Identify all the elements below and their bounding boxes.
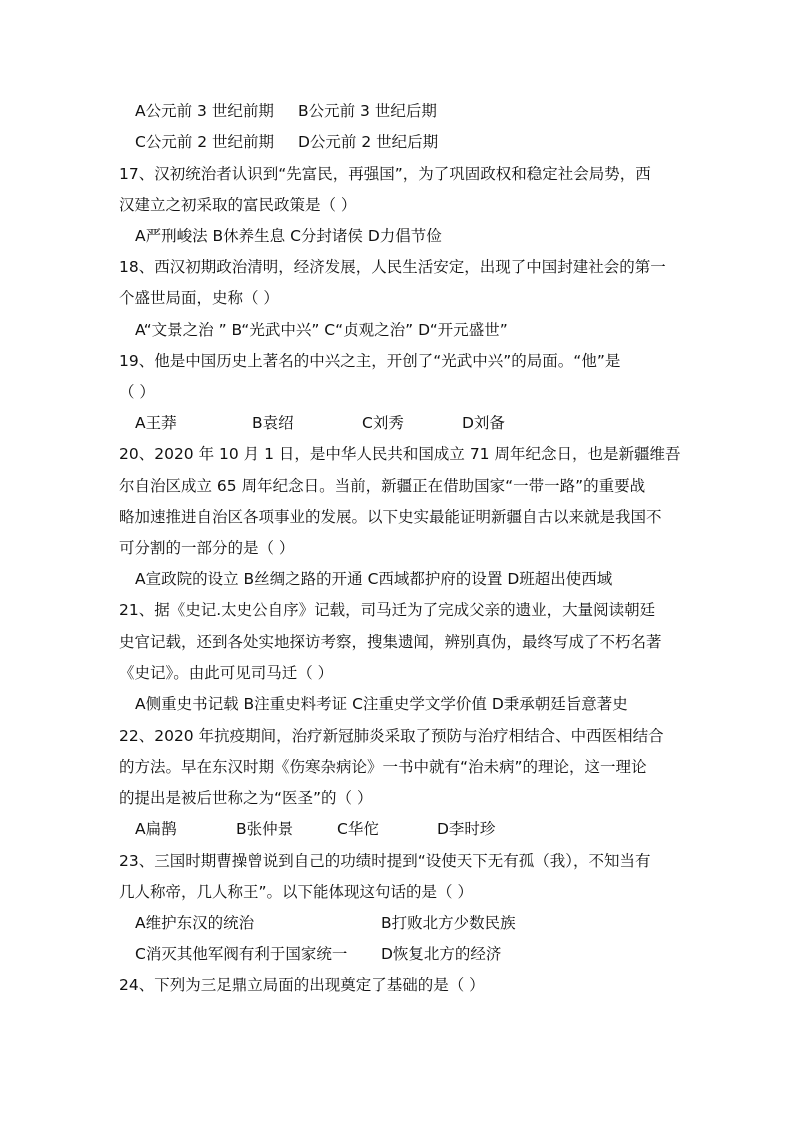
q19-option-c: C刘秀 <box>362 414 404 432</box>
q23-stem-line2: 几人称帝，几人称王”。以下能体现这句话的是（ ） <box>119 883 473 901</box>
q20-stem-line4: 可分割的一部分的是（ ） <box>119 539 295 557</box>
q19-stem-line1: 19、他是中国历史上著名的中兴之主，开创了“光武中兴”的局面。“他”是 <box>119 352 621 370</box>
q20-stem-line2: 尔自治区成立 65 周年纪念日。当前，新疆正在借助国家“一带一路”的重要战 <box>119 477 646 495</box>
q19-options <box>135 412 734 434</box>
q22-options <box>135 818 734 840</box>
q20-stem-line1: 20、2020 年 10 月 1 日，是中华人民共和国成立 71 周年纪念日，也是新疆维吾 <box>119 445 681 463</box>
q24-stem-line1: 24、下列为三足鼎立局面的出现奠定了基础的是（ ） <box>119 976 485 994</box>
q22-option-d: D李时珍 <box>437 820 496 838</box>
q21-stem-line2: 史官记载，还到各处实地探访考察，搜集遗闻，辨别真伪，最终写成了不朽名著 <box>119 633 662 651</box>
q16-option-b: B公元前 3 世纪后期 <box>298 102 437 120</box>
q19-option-a: A王莽 <box>135 414 177 432</box>
q23-options-row1 <box>135 912 734 934</box>
q21-stem-line3: 《史记》。由此可见司马迁（ ） <box>119 664 334 682</box>
q16-options-row1 <box>135 100 734 122</box>
q22-stem-line1: 22、2020 年抗疫期间，治疗新冠肺炎采取了预防与治疗相结合、中西医相结合 <box>119 727 664 745</box>
q20-stem-line3: 略加速推进自治区各项事业的发展。以下史实最能证明新疆自古以来就是我国不 <box>119 508 662 526</box>
q22-option-a: A扁鹊 <box>135 820 177 838</box>
q23-option-b: B打败北方少数民族 <box>381 914 516 932</box>
q21-stem-line1: 21、据《史记.太史公自序》记载，司马迁为了完成父亲的遗业，大量阅读朝廷 <box>119 601 656 619</box>
q23-option-a: A维护东汉的统治 <box>135 914 255 932</box>
q22-stem-line2: 的方法。早在东汉时期《伤寒杂病论》一书中就有“治未病”的理论，这一理论 <box>119 758 647 776</box>
q16-option-d: D公元前 2 世纪后期 <box>298 133 439 151</box>
q23-option-d: D恢复北方的经济 <box>381 945 502 963</box>
q16-options-row2 <box>135 131 734 153</box>
q18-stem-line2: 个盛世局面，史称（ ） <box>119 289 279 307</box>
q23-option-c: C消灭其他军阀有利于国家统一 <box>135 945 348 963</box>
q18-stem-line1: 18、西汉初期政治清明，经济发展，人民生活安定，出现了中国封建社会的第一 <box>119 258 666 276</box>
q22-option-b: B张仲景 <box>236 820 294 838</box>
q23-stem-line1: 23、三国时期曹操曾说到自己的功绩时提到“设使天下无有孤（我），不知当有 <box>119 852 651 870</box>
q19-stem-line2: （ ） <box>119 383 155 401</box>
q23-options-row2 <box>135 943 734 965</box>
q21-options: A侧重史书记载 B注重史料考证 C注重史学文学价值 D秉承朝廷旨意著史 <box>135 695 628 713</box>
q16-option-a: A公元前 3 世纪前期 <box>135 102 274 120</box>
q17-stem-line2: 汉建立之初采取的富民政策是（ ） <box>119 196 357 214</box>
q18-options: A“文景之治 ” B“光武中兴” C“贞观之治” D“开元盛世” <box>135 321 508 339</box>
q16-option-c: C公元前 2 世纪前期 <box>135 133 275 151</box>
q19-option-d: D刘备 <box>462 414 505 432</box>
q17-options: A严刑峻法 B休养生息 C分封诸侯 D力倡节俭 <box>135 227 442 245</box>
q22-stem-line3: 的提出是被后世称之为“医圣”的（ ） <box>119 789 373 807</box>
q22-option-c: C华佗 <box>337 820 379 838</box>
q20-options: A宣政院的设立 B丝绸之路的开通 C西域都护府的设置 D班超出使西域 <box>135 570 613 588</box>
q19-option-b: B袁绍 <box>252 414 294 432</box>
q17-stem-line1: 17、汉初统治者认识到“先富民，再强国”，为了巩固政权和稳定社会局势，西 <box>119 165 651 183</box>
